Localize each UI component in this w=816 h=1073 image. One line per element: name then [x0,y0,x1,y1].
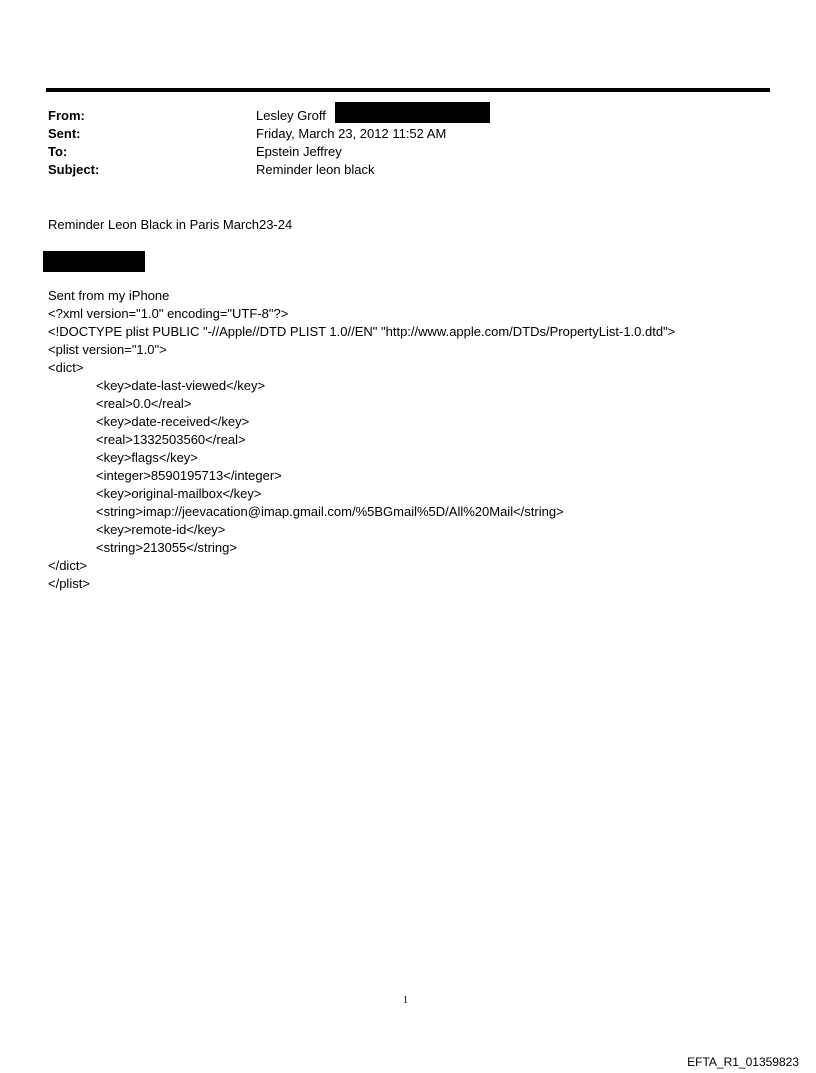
redaction-block [43,251,145,272]
xml-declaration: <?xml version="1.0" encoding="UTF-8"?> [48,306,289,321]
signature-line: Sent from my iPhone [48,288,170,303]
dict-open: <dict> [48,360,84,375]
subject-row [48,161,446,179]
from-value-wrap [256,107,326,125]
from-row [48,107,446,125]
header-rule [46,88,770,92]
plist-open: <plist version="1.0"> [48,342,167,357]
sent-label: Sent: [48,126,81,141]
from-value: Lesley Groff [256,108,326,123]
dict-line: <string>imap://jeevacation@imap.gmail.com/%5BGmail%5D/All%20Mail</string> [96,504,564,519]
dict-line: <integer>8590195713</integer> [96,468,282,483]
dict-line: <key>date-received</key> [96,414,250,429]
from-label: From: [48,108,85,123]
to-value: Epstein Jeffrey [256,144,342,159]
dict-line: <real>1332503560</real> [96,432,246,447]
to-row [48,143,446,161]
plist-close: </plist> [48,576,90,591]
redaction-bar [335,102,490,123]
dict-close: </dict> [48,558,88,573]
message-text: Reminder Leon Black in Paris March23-24 [48,217,293,232]
dict-line: <key>original-mailbox</key> [96,486,262,501]
sent-value: Friday, March 23, 2012 11:52 AM [256,126,447,141]
email-header [48,107,446,179]
bates-number: EFTA_R1_01359823 [687,1055,799,1069]
plist-block [48,287,675,593]
subject-value: Reminder leon black [256,162,375,177]
subject-label: Subject: [48,162,100,177]
to-label: To: [48,144,68,159]
page-number: 1 [403,995,408,1006]
dict-line: <real>0.0</real> [96,396,192,411]
doctype-line: <!DOCTYPE plist PUBLIC "-//Apple//DTD PLIST 1.0//EN" "http://www.apple.com/DTDs/PropertyList-1.0.dtd"> [48,324,676,339]
dict-line: <key>date-last-viewed</key> [96,378,266,393]
dict-line: <key>flags</key> [96,450,198,465]
dict-line: <string>213055</string> [96,540,237,555]
dict-line: <key>remote-id</key> [96,522,226,537]
sent-row [48,125,446,143]
